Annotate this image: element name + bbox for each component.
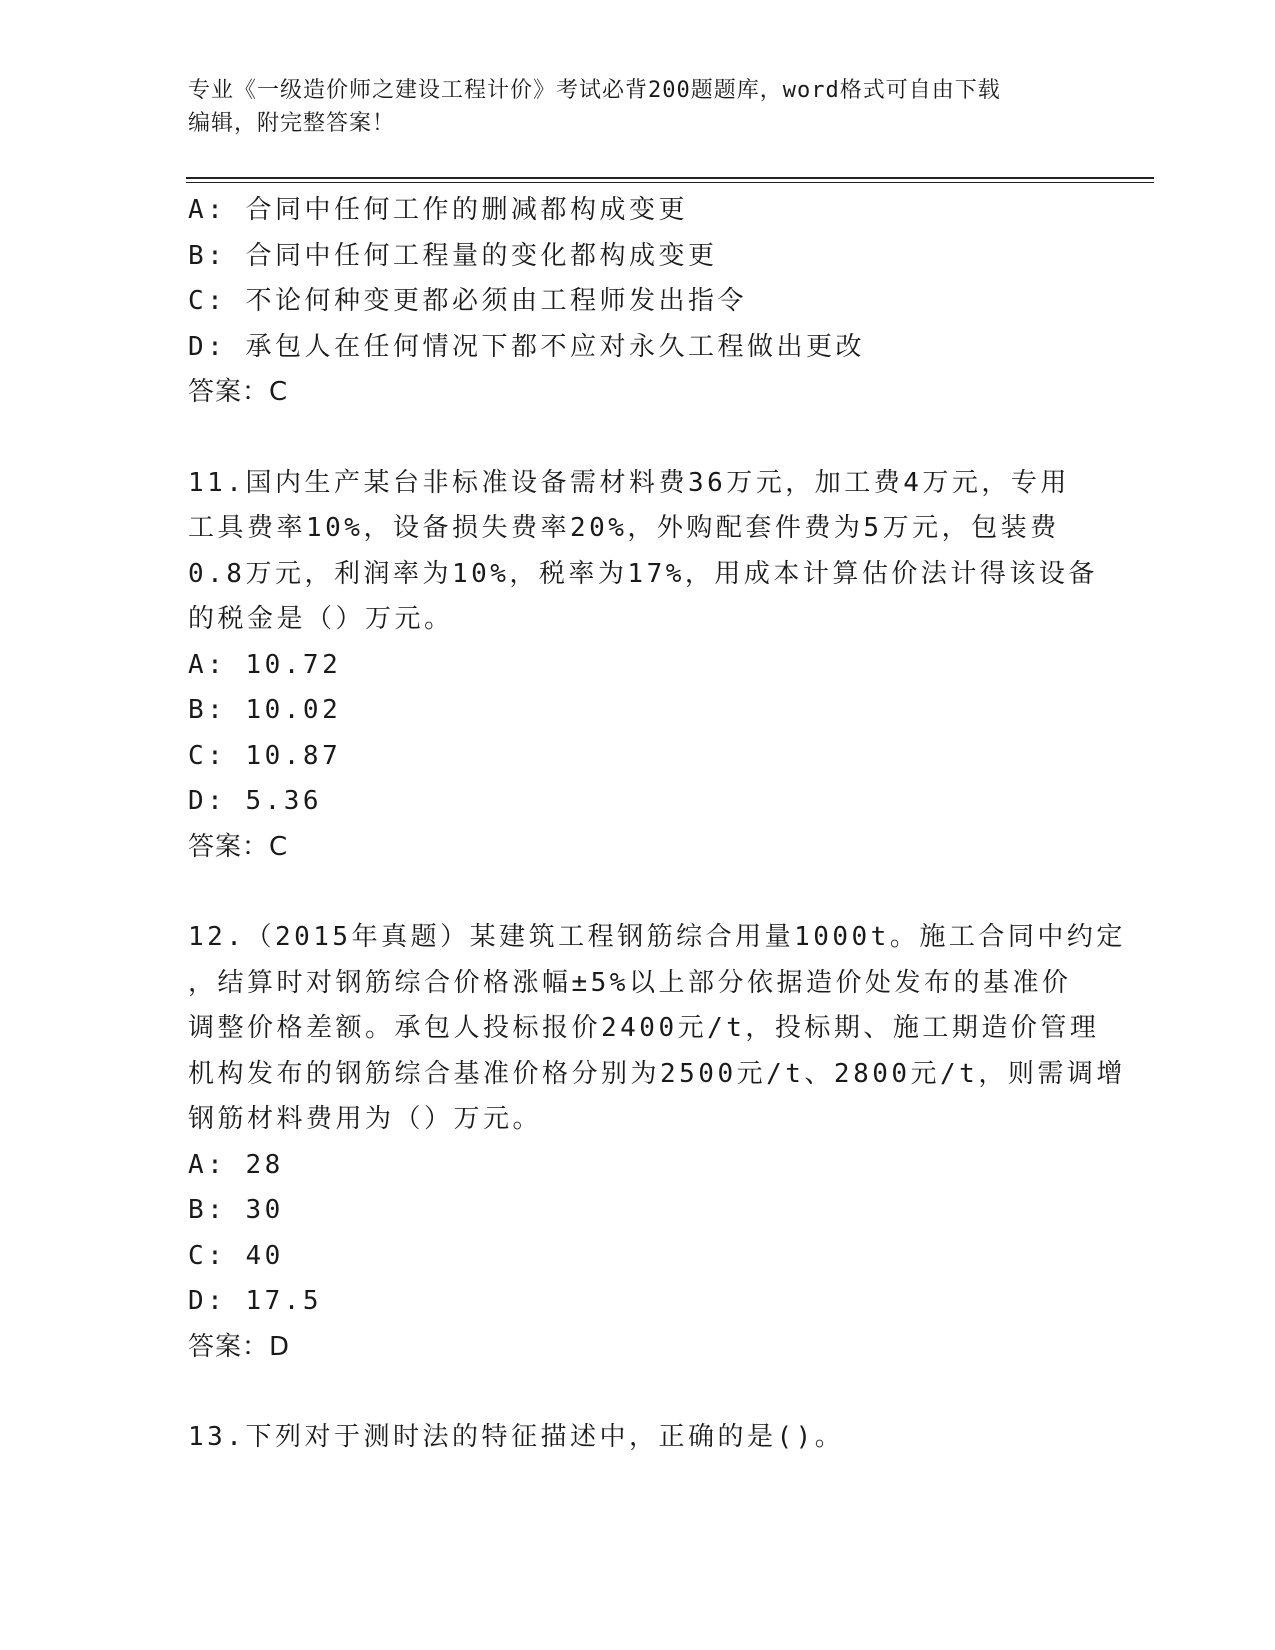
document-header — [188, 74, 1088, 140]
spacer — [188, 416, 1088, 461]
spacer — [188, 1370, 1088, 1415]
header-line-1: 专业《一级造价师之建设工程计价》考试必背200题题库，word格式可自由下载 — [188, 78, 1001, 103]
option-a: A: 合同中任何工作的删减都构成变更 — [188, 195, 688, 225]
answer: 答案：D — [188, 1331, 291, 1362]
question-stem-line: ，结算时对钢筋综合价格涨幅±5%以上部分依据造价处发布的基准价 — [188, 967, 1072, 998]
question-stem-line: 0.8万元，利润率为10%，税率为17%，用成本计算估价法计得该设备 — [188, 558, 1098, 589]
question-content — [188, 188, 1126, 1461]
option-b: B: 合同中任何工程量的变化都构成变更 — [188, 240, 718, 271]
option-b: B: 30 — [188, 1195, 284, 1225]
question-13 — [188, 1415, 1088, 1461]
option-c: C: 10.87 — [188, 740, 342, 771]
question-12 — [188, 915, 1126, 1370]
question-stem-line: 调整价格差额。承包人投标报价2400元/t，投标期、施工期造价管理 — [188, 1013, 1100, 1043]
spacer — [188, 870, 1088, 915]
header-line-2: 编辑，附完整答案！ — [188, 111, 396, 136]
option-a: A: 10.72 — [188, 649, 342, 680]
question-stem-line: 的税金是（）万元。 — [188, 604, 454, 634]
option-b: B: 10.02 — [188, 695, 342, 725]
question-stem-line: 12.（2015年真题）某建筑工程钢筋综合用量1000t。施工合同中约定 — [188, 922, 1126, 952]
question-10 — [188, 188, 1088, 416]
question-stem-line: 13.下列对于测时法的特征描述中，正确的是()。 — [188, 1422, 845, 1452]
header-divider-thick — [186, 177, 1154, 179]
answer: 答案：C — [188, 377, 289, 407]
question-11 — [188, 461, 1098, 871]
option-c: C: 40 — [188, 1240, 284, 1271]
question-stem-line: 工具费率10%，设备损失费率20%，外购配套件费为5万元，包装费 — [188, 513, 1060, 543]
question-stem-line: 11.国内生产某台非标准设备需材料费36万元，加工费4万元，专用 — [188, 467, 1070, 498]
header-divider-thin — [186, 182, 1154, 183]
option-a: A: 28 — [188, 1149, 284, 1180]
option-d: D: 5.36 — [188, 786, 323, 816]
question-stem-line: 钢筋材料费用为（）万元。 — [188, 1104, 543, 1134]
answer: 答案：C — [188, 831, 289, 862]
option-c: C: 不论何种变更都必须由工程师发出指令 — [188, 286, 747, 316]
option-d: D: 承包人在任何情况下都不应对永久工程做出更改 — [188, 331, 865, 362]
option-d: D: 17.5 — [188, 1286, 323, 1316]
question-stem-line: 机构发布的钢筋综合基准价格分别为2500元/t、2800元/t，则需调增 — [188, 1058, 1126, 1089]
